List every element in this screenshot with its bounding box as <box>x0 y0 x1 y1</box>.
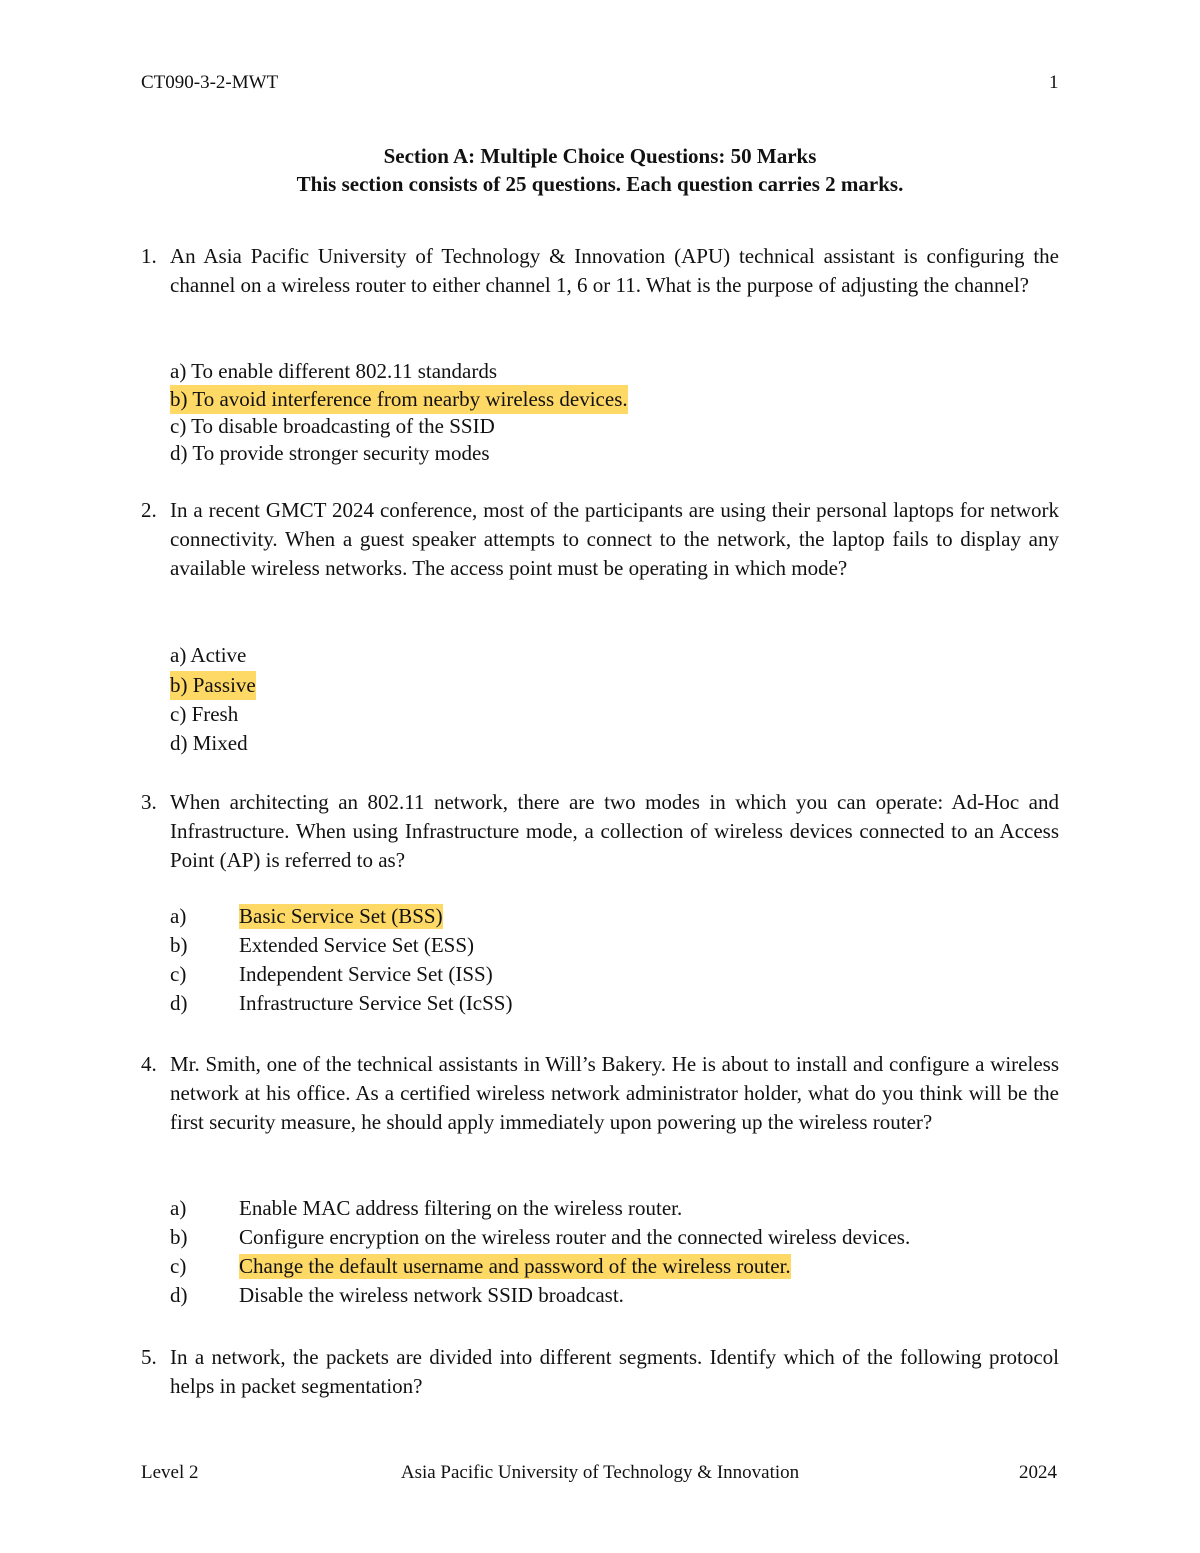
q4-option-d-letter: d) <box>170 1283 188 1307</box>
q2-option-a: a) Active <box>170 643 247 667</box>
q2-option-c: c) Fresh <box>170 702 239 726</box>
question-stem: Mr. Smith, one of the technical assistants in Will’s Bakery. He is about to install and configure a wireless network at his office. As a certified wireless network administrator holder, what do you think will be the first security measure, he should apply immediately upon powering up the wireless router? <box>170 1052 1059 1134</box>
q4-option-d-text: Disable the wireless network SSID broadcast. <box>239 1283 624 1307</box>
q4-option-a-text: Enable MAC address filtering on the wireless router. <box>239 1196 683 1220</box>
question-number: 2. <box>141 498 157 522</box>
q3-option-c-text: Independent Service Set (ISS) <box>239 962 493 986</box>
question-stem: In a network, the packets are divided into different segments. Identify which of the following protocol helps in packet segmentation? <box>170 1345 1059 1398</box>
question-4 <box>141 1050 1059 1137</box>
q3-option-c-letter: c) <box>170 962 187 986</box>
question-3 <box>141 788 1059 875</box>
question-number: 4. <box>141 1052 157 1076</box>
q4-option-b-text: Configure encryption on the wireless router and the connected wireless devices. <box>239 1225 911 1249</box>
question-number: 3. <box>141 790 157 814</box>
q1-option-b-highlighted: b) To avoid interference from nearby wireless devices. <box>170 385 628 414</box>
q4-option-c-text-highlighted: Change the default username and password of the wireless router. <box>239 1254 791 1278</box>
page-number: 1 <box>1049 72 1059 93</box>
question-stem: In a recent GMCT 2024 conference, most of the participants are using their personal laptops for network connectivity. When a guest speaker attempts to connect to the network, the laptop fails to display any available wireless networks. The access point must be operating in which mode? <box>170 498 1059 580</box>
question-1 <box>141 242 1059 300</box>
footer-year: 2024 <box>1019 1462 1057 1483</box>
q3-option-d-text: Infrastructure Service Set (IcSS) <box>239 991 513 1015</box>
q3-option-a-letter: a) <box>170 904 187 928</box>
question-number: 1. <box>141 244 157 268</box>
question-stem: An Asia Pacific University of Technology & Innovation (APU) technical assistant is configuring the channel on a wireless router to either channel 1, 6 or 11. What is the purpose of adjusting the channel? <box>170 244 1059 297</box>
q4-option-c-letter: c) <box>170 1254 187 1278</box>
question-stem: When architecting an 802.11 network, there are two modes in which you can operate: Ad-Hoc and Infrastructure. When using Infrastructure mode, a collection of wireless devices connected to an Access Point (AP) is referred to as? <box>170 790 1059 872</box>
section-subtitle: This section consists of 25 questions. Each question carries 2 marks. <box>296 172 904 196</box>
q1-option-a: a) To enable different 802.11 standards <box>170 359 498 383</box>
q3-option-b-letter: b) <box>170 933 188 957</box>
q1-option-c: c) To disable broadcasting of the SSID <box>170 414 495 438</box>
question-5 <box>141 1343 1059 1401</box>
course-code: CT090-3-2-MWT <box>141 72 279 93</box>
q3-option-d-letter: d) <box>170 991 188 1015</box>
question-2 <box>141 496 1059 583</box>
q1-option-d: d) To provide stronger security modes <box>170 441 490 465</box>
q2-option-b-highlighted: b) Passive <box>170 671 256 700</box>
question-number: 5. <box>141 1345 157 1369</box>
q2-option-d: d) Mixed <box>170 731 248 755</box>
section-title: Section A: Multiple Choice Questions: 50 Marks <box>383 144 817 168</box>
q4-option-b-letter: b) <box>170 1225 188 1249</box>
footer-level: Level 2 <box>141 1462 199 1483</box>
q3-option-b-text: Extended Service Set (ESS) <box>239 933 475 957</box>
footer-institution: Asia Pacific University of Technology & Innovation <box>400 1462 800 1483</box>
q3-option-a-text-highlighted: Basic Service Set (BSS) <box>239 904 443 928</box>
q4-option-a-letter: a) <box>170 1196 187 1220</box>
